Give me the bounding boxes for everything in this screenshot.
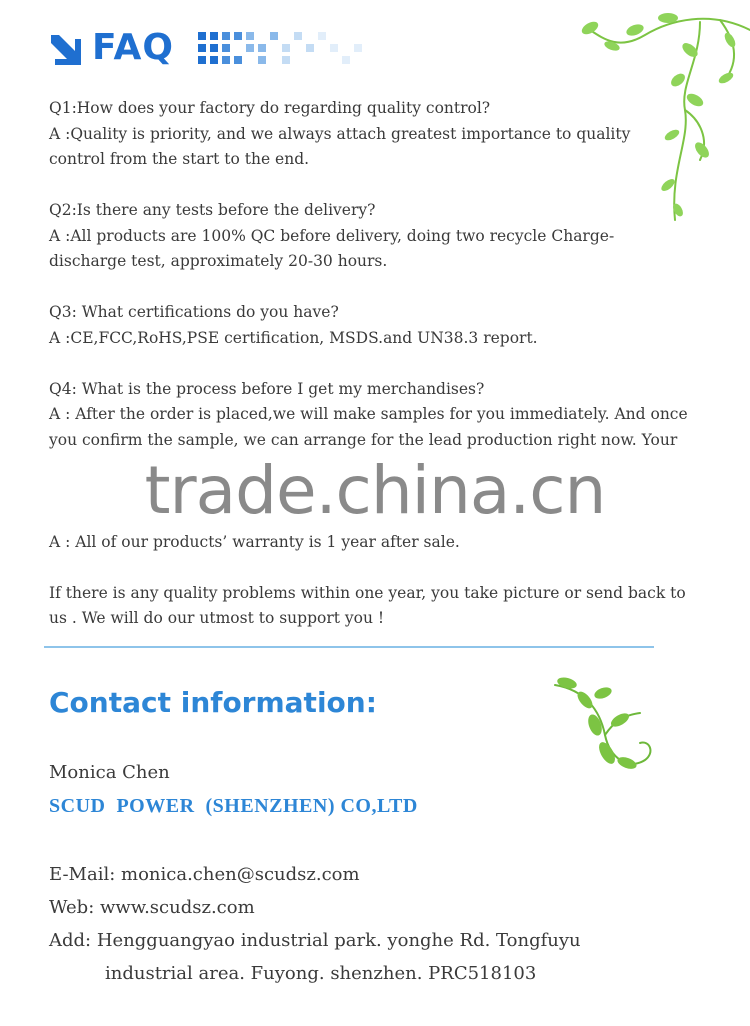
faq-answer: A :Quality is priority, and we always attach greatest importance to quality control from the start to the end. [49, 124, 631, 168]
faq-header [48, 27, 338, 70]
support-text: If there is any quality problems within one year, you take picture or send back to us . We will do our utmost to support you ! [49, 583, 686, 627]
contact-title: Contact information: [49, 686, 377, 719]
faq-question: Q3: What certifications do you have? [49, 303, 339, 321]
faq-item [49, 96, 689, 173]
contact-address-line-2: industrial area. Fuyong. shenzhen. PRC518103 [105, 963, 537, 984]
warranty-text: A : All of our products’ warranty is 1 year after sale. [49, 532, 460, 551]
company-name: SCUD POWER (SHENZHEN) CO,LTD [49, 795, 418, 817]
faq-section [49, 96, 689, 657]
faq-question: Q1:How does your factory do regarding quality control? [49, 99, 491, 117]
pixel-dots-decoration [198, 32, 373, 68]
faq-title: FAQ [92, 27, 174, 68]
section-divider [44, 646, 654, 648]
down-right-arrow-icon [48, 32, 84, 68]
faq-answer: A : After the order is placed,we will make samples for you immediately. And once you confirm the sample, we can arrange for the lead production right now. Your [49, 405, 688, 449]
contact-address-line-1: Add: Hengguangyao industrial park. yonghe Rd. Tongfuyu [49, 930, 581, 951]
faq-item [49, 377, 689, 454]
contact-web: Web: www.scudsz.com [49, 897, 255, 918]
faq-question: Q4: What is the process before I get my merchandises? [49, 379, 485, 398]
faq-item [49, 198, 689, 275]
contact-name: Monica Chen [49, 762, 170, 783]
faq-question: Q2:Is there any tests before the delivery? [49, 201, 376, 219]
faq-answer: A :All products are 100% QC before delivery, doing two recycle Charge-discharge test, approximately 20-30 hours. [49, 226, 615, 270]
green-vine-decoration [545, 665, 665, 785]
contact-details [49, 858, 581, 990]
contact-email: E-Mail: monica.chen@scudsz.com [49, 864, 360, 885]
faq-answer: A :CE,FCC,RoHS,PSE certification, MSDS.and UN38.3 report. [49, 328, 538, 347]
faq-item [49, 300, 689, 351]
watermark: trade.china.cn [144, 452, 606, 529]
